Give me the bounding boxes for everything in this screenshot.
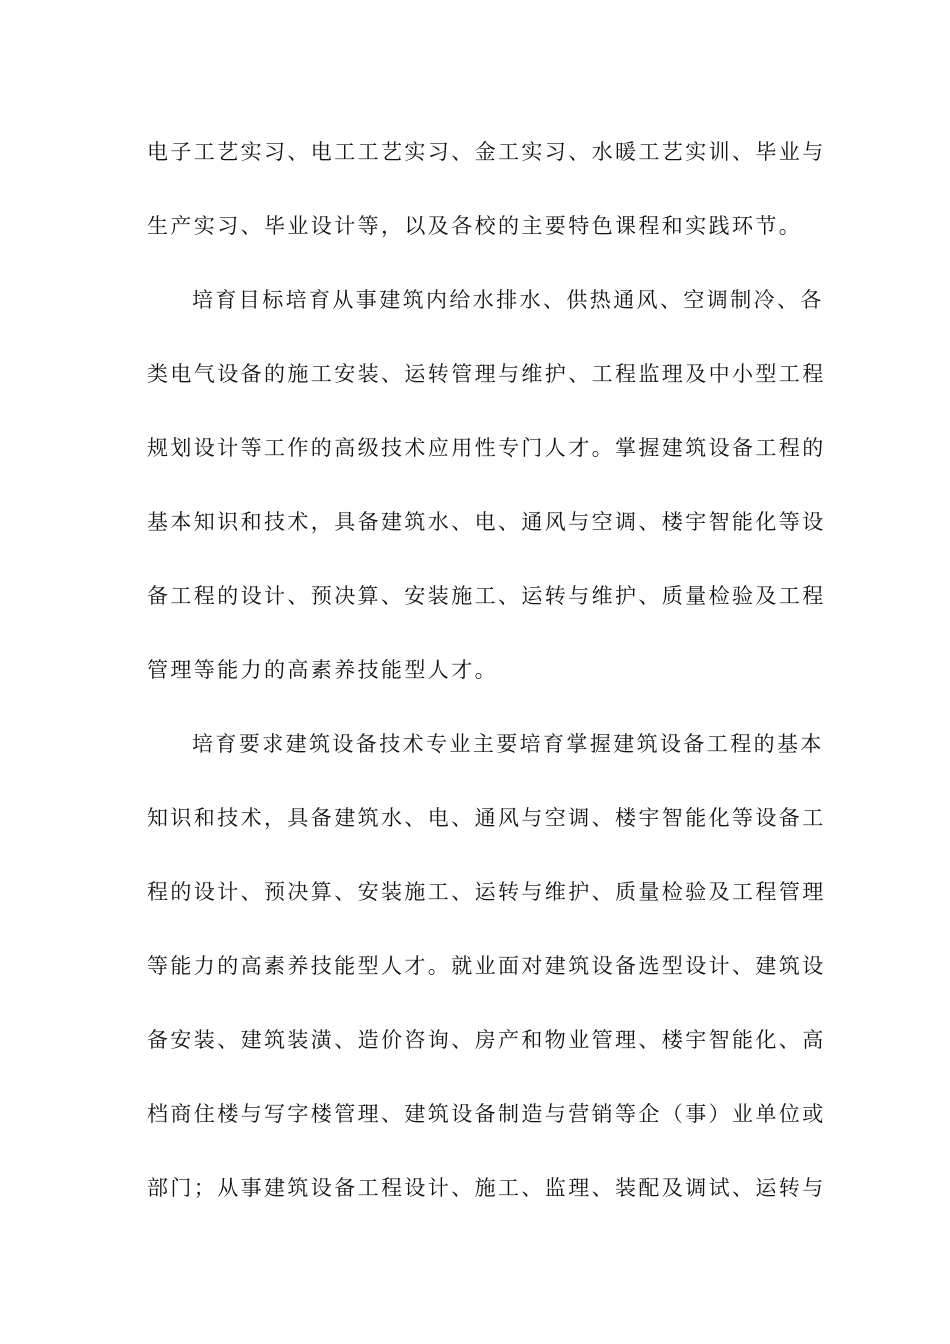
- text-line: 档商住楼与写字楼管理、建筑设备制造与营销等企（事）业单位或: [147, 1102, 826, 1126]
- text-line: 备安装、建筑装潢、造价咨询、房产和物业管理、楼宇智能化、高: [147, 1028, 826, 1052]
- text-line: 生产实习、毕业设计等，以及各校的主要特色课程和实践环节。: [147, 214, 803, 238]
- paragraph-first-line: 培育目标培育从事建筑内给水排水、供热通风、空调制冷、各: [192, 288, 824, 312]
- text-line: 电子工艺实习、电工工艺实习、金工实习、水暖工艺实训、毕业与: [147, 140, 826, 164]
- text-line: 知识和技术，具备建筑水、电、通风与空调、楼宇智能化等设备工: [147, 806, 826, 830]
- text-line: 程的设计、预决算、安装施工、运转与维护、质量检验及工程管理: [147, 880, 826, 904]
- text-line: 部门；从事建筑设备工程设计、施工、监理、装配及调试、运转与: [147, 1176, 826, 1200]
- text-line: 管理等能力的高素养技能型人才。: [147, 658, 498, 682]
- text-line: 等能力的高素养技能型人才。就业面对建筑设备选型设计、建筑设: [147, 954, 826, 978]
- text-line: 备工程的设计、预决算、安装施工、运转与维护、质量检验及工程: [147, 584, 826, 608]
- paragraph-first-line: 培育要求建筑设备技术专业主要培育掌握建筑设备工程的基本: [192, 732, 824, 756]
- text-line: 基本知识和技术，具备建筑水、电、通风与空调、楼宇智能化等设: [147, 510, 826, 534]
- text-line: 类电气设备的施工安装、运转管理与维护、工程监理及中小型工程: [147, 362, 826, 386]
- text-line: 规划设计等工作的高级技术应用性专门人才。掌握建筑设备工程的: [147, 436, 826, 460]
